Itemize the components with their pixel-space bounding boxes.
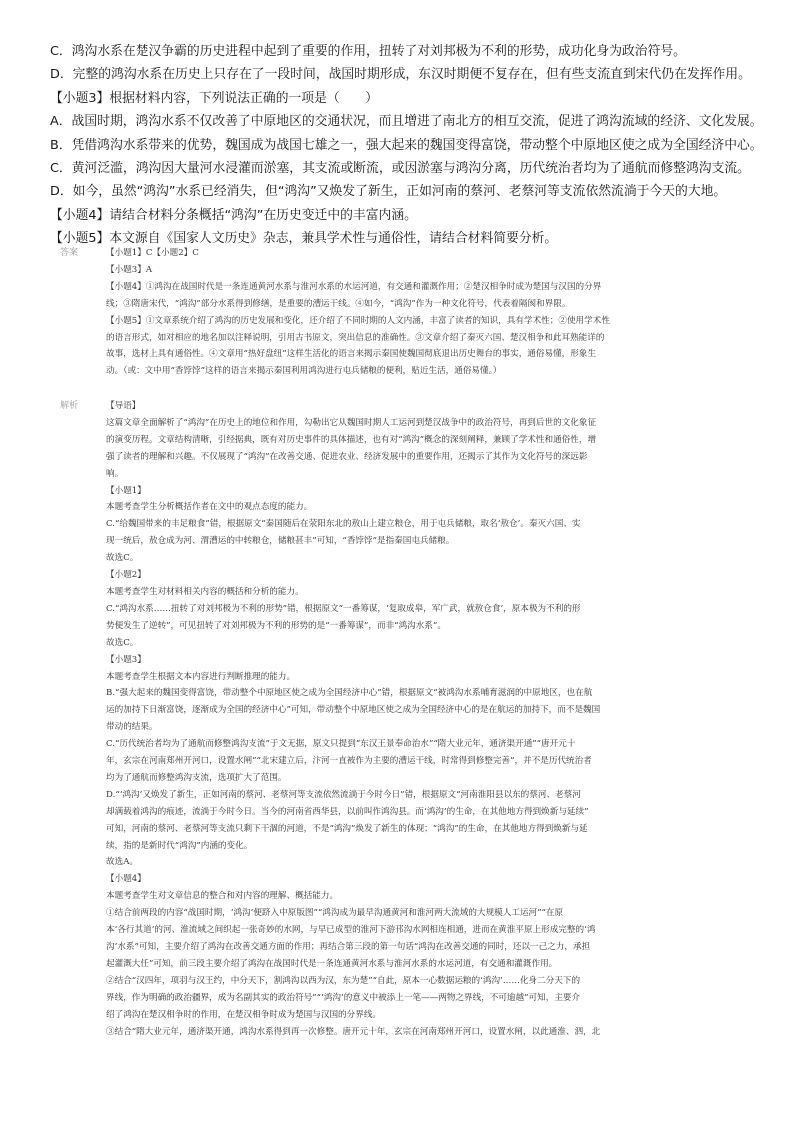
answer-line: 的语言形式，如对相应的地名加以注释说明，引用古书原文，突出信息的准确性。③文章介绍了秦灭六国、楚汉相争和此耳熟能详的 — [106, 332, 605, 343]
explanation-line: 强了读者的理解和兴趣。不仅展现了“鸿沟”在改善交通、促进农业、经济发展中的重要作用，还揭示了其作为文化符号的深远影 — [106, 451, 588, 462]
explanation-line: C.“鸿沟水系……扭转了对刘邦极为不利的形势”错，根据原文“一番筹谋，‘复取成皋，军广武，就敖仓食’，原本极为不利的形 — [106, 603, 581, 614]
explanation-line: 【小题4】 — [106, 874, 146, 885]
explanation-line: 沟’水系”可知，主要介绍了鸿沟在改善交通方面的作用；再结合第三段的第一句话“鸿沟在改善交通的同时，还以一己之力，承担 — [106, 942, 591, 952]
explanation-line: D.“‘鸿沟’又焕发了新生，正如河南的蔡河、老蔡河等支流依然流淌于今时今日”错，根据原文“河南淮阳县以东的蔡河、老蔡河 — [106, 789, 581, 800]
answer-line: 线；③隋唐宋代，“鸿沟”部分水系得到修缮，是重要的漕运干线。④如今，“鸿沟”作为一种文化符号，代表着隔阂和界限。 — [106, 298, 571, 309]
explanation-line: 绍了鸿沟在楚汉相争时的作用，在楚汉相争时成为楚国与汉国的分界线。 — [106, 1009, 382, 1020]
answer-line: 故事，选材上具有通俗性。④文章用“热好盘纽”这样生活化的语言来揭示秦国使魏国彻底退出历史舞台的事实，通俗易懂，形象生 — [106, 349, 597, 360]
option-line: C．黄河泛滥，鸿沟因大量河水浸灌而淤塞，其支流或断流，或因淤塞与鸿沟分离，历代统治者均为了通航而修整鸿沟支流。 — [50, 161, 750, 177]
option-line: A．战国时期，鸿沟水系不仅改善了中原地区的交通状况，而且增进了南北方的相互交流，促进了鸿沟流域的经济、文化发展。 — [50, 114, 763, 130]
explanation-line: ②结合“汉四年，项羽与汉王约，中分天下，割鸿沟以西为汉，东为楚”“自此，原本一心数据运粮的‘鸿沟’……化身二分天下的 — [106, 975, 581, 986]
explanation-line: 本题考查学生分析概括作者在文中的观点态度的能力。 — [106, 502, 313, 513]
option-line: B．凭借鸿沟水系带来的优势，魏国成为战国七雄之一，强大起来的魏国变得富饶，带动整个中原地区使之成为全国经济中心。 — [50, 137, 763, 153]
explanation-line: C.“给魏国带来的丰足粮食”错，根据原文“秦国随后在荥阳东北的敖山上建立粮仓，用于屯兵储粮，取名‘敖仓’。秦灭六国、实 — [106, 519, 581, 530]
explanation-line: 故选C。 — [106, 637, 139, 648]
answer-body — [106, 245, 732, 380]
explanation-line: 起灌溉大任”可知，前三段主要介绍了鸿沟在战国时代是一条连通黄河水系与淮河水系的水运河道，有交通和灌溉作用。 — [106, 958, 558, 969]
explanation-line: 运的加持下日渐富饶，逐渐成为全国的经济中心”可知，带动整个中原地区使之成为全国经济中心的是在航运的加持下，而不是魏国 — [106, 705, 601, 716]
explanation-label: 解析 — [60, 401, 79, 411]
explanation-line: 本题考查学生对材料相关内容的概括和分析的能力。 — [106, 586, 304, 597]
option-line: D．完整的鸿沟水系在历史上只存在了一段时间，战国时期形成，东汉时期便不复存在，但有些支流直到宋代仍在发挥作用。 — [50, 67, 751, 83]
explanation-line: 本题考查学生根据文本内容进行判断推理的能力。 — [106, 671, 296, 682]
answer-line: 【小题4】①鸿沟在战国时代是一条连通黄河水系与淮河水系的水运河道，有交通和灌溉作用；②楚汉相争时成为楚国与汉国的分界 — [106, 281, 602, 292]
explanation-line: 【小题2】 — [106, 570, 146, 581]
explanation-line: 故选C。 — [106, 553, 139, 564]
explanation-line: 【小题1】 — [106, 485, 146, 496]
explanation-line: 【导语】 — [106, 401, 141, 411]
explanation-line: 界线，作为明确的政治疆界，成为名副其实的政治符号”“‘鸿沟’的意义中被添上一笔——两物之界线，不可逾越”可知，主要介 — [106, 992, 581, 1003]
explanation-line: 均为了通航而修整鸿沟支流，选项扩大了范围。 — [106, 772, 287, 783]
explanation-line: 势便发生了逆转”，可见扭转了对刘邦极为不利的形势的是“一番筹谋”，而非“鸿沟水系”。 — [106, 620, 446, 631]
answer-line: 【小题1】C【小题2】C — [106, 248, 199, 258]
explanation-line: 现一统后，敖仓成为河、渭漕运的中转粮仓，储粮甚丰”可知，“香饽饽”是指秦国屯兵储粮。 — [106, 536, 455, 547]
explanation-line: 【小题3】 — [106, 654, 146, 665]
explanation-line: 这篇文章全面解析了“鸿沟”在历史上的地位和作用，勾勒出它从魏国时期人工运河到楚汉战争中的政治符号，再到后世的文化象征 — [106, 417, 597, 428]
explanation-line: 本‘各行其道’的河、淮流域之间织起一张奇妙的水网，与早已成型的淮河下游邗沟水网相连相通，进而在黄淮平原上形成完整的‘鸿 — [106, 925, 596, 936]
answer-line: 【小题3】A — [106, 264, 153, 275]
explanation-line: 年，玄宗在河南郑州开河口，设置水闸”“北宋建立后，汴河一直被作为主要的漕运干线，时常得到修整完善”，并不是历代统治者 — [106, 756, 592, 767]
explanation-line: 响。 — [106, 468, 124, 479]
explanation-line: 可知，河南的蔡河、老蔡河等支流只剩下干涸的河道，不是“鸿沟”焕发了新生的体现；“鸿沟”的生命，在其他地方得到焕新与延 — [106, 823, 588, 834]
question-title: 【小题4】请结合材料分条概括“鸿沟”在历史变迁中的丰富内涵。 — [50, 207, 417, 223]
explanation-line: C.“历代统治者均为了通航而修整鸿沟支流”于文无据，原文只提到“东汉王景奉命治水”“隋大业元年，通济渠开通”“唐开元十 — [106, 739, 576, 750]
explanation-line: ①结合前两段的内容“战国时期，‘鸿沟’便跻入中原版图”“鸿沟成为最早沟通黄河和淮河两大流域的大规模人工运河”“在原 — [106, 908, 564, 919]
question-title: 【小题3】根据材料内容，下列说法正确的一项是（ ） — [50, 90, 379, 106]
answer-label: 答案 — [60, 248, 79, 258]
question-title: 【小题5】本文源自《国家人文历史》杂志，兼具学术性与通俗性，请结合材料简要分析。 — [50, 231, 558, 247]
explanation-line: 续，指的是新时代“鸿沟”内涵的变化。 — [106, 840, 253, 851]
question-block — [50, 40, 763, 251]
explanation-body — [106, 398, 732, 1040]
explanation-line: 带动的结果。 — [106, 722, 158, 733]
explanation-line: B.“强大起来的魏国变得富饶，带动整个中原地区使之成为全国经济中心”错，根据原文“被鸿沟水系哺育滋润的中原地区，也在航 — [106, 688, 593, 699]
explanation-line: 故选A。 — [106, 857, 138, 868]
explanation-line: 本题考查学生对文章信息的整合和对内容的理解、概括能力。 — [106, 891, 339, 902]
explanation-line: 却满载着鸿沟的痕迹，流淌于今时今日。当今的河南省西华县，以前叫作鸿沟县。而‘鸿沟’的生命，在其他地方得到焕新与延续” — [106, 806, 589, 817]
answer-line: 动。（或：文中用“香饽饽”这样的语言来揭示秦国利用鸿沟进行屯兵储粮的便利，贴近生活，通俗易懂。） — [106, 366, 502, 377]
explanation-line: 的演变历程。文章结构清晰，引经据典，既有对历史事件的具体描述，也有对“鸿沟”概念的深刻阐释，兼顾了学术性和通俗性，增 — [106, 434, 597, 445]
option-line: D．如今，虽然“鸿沟”水系已经消失，但“鸿沟”又焕发了新生，正如河南的蔡河、老蔡河等支流依然流淌于今天的大地。 — [50, 184, 727, 200]
explanation-line: ③结合“隋大业元年，通济渠开通，鸿沟水系得到再一次修整。唐开元十年，玄宗在河南郑州开河口，设置水闸，以此通淮、泗，北 — [106, 1026, 601, 1037]
option-line: C．鸿沟水系在楚汉争霸的历史进程中起到了重要的作用，扭转了对刘邦极为不利的形势，成功化身为政治符号。 — [50, 44, 686, 59]
answer-line: 【小题5】①文章系统介绍了鸿沟的历史发展和变化，还介绍了不同时期的人文内涵，丰富了读者的知识，具有学术性；②使用学术性 — [106, 315, 610, 326]
